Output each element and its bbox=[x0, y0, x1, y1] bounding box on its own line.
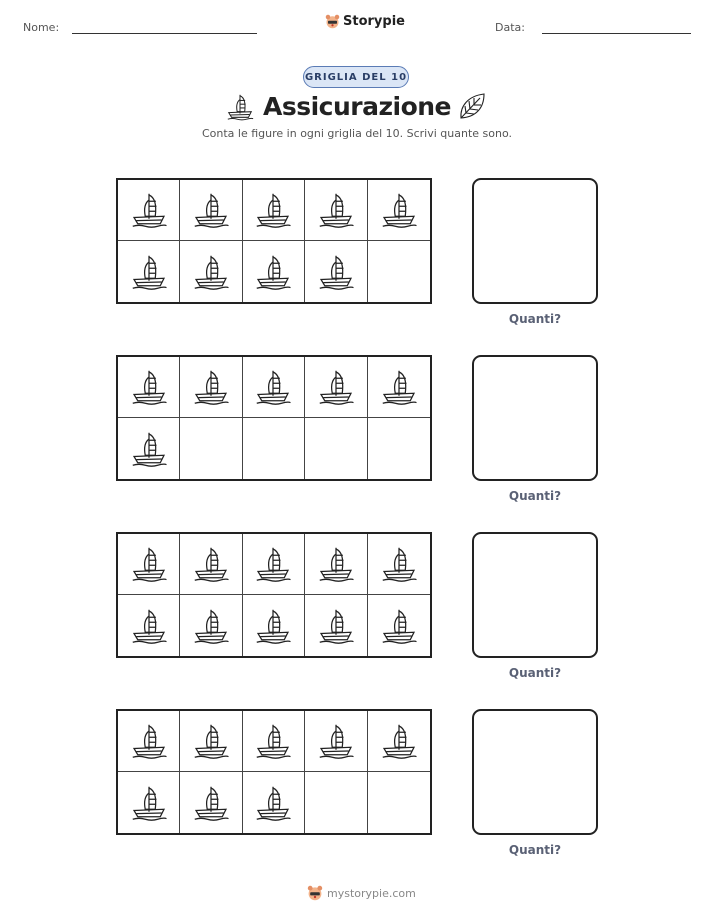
frame-cell bbox=[368, 418, 430, 479]
mascot-icon bbox=[307, 885, 323, 901]
footer bbox=[307, 885, 416, 901]
frame-cell bbox=[118, 418, 180, 479]
sailboat-icon bbox=[129, 252, 169, 292]
name-line[interactable] bbox=[72, 33, 257, 34]
date-label: Data: bbox=[495, 21, 525, 34]
frame-cell bbox=[305, 595, 367, 656]
sailboat-icon bbox=[379, 606, 419, 646]
instructions: Conta le figure in ogni griglia del 10. Scrivi quante sono. bbox=[201, 127, 512, 140]
answer-label: Quanti? bbox=[508, 666, 562, 680]
frame-cell bbox=[243, 534, 305, 595]
mascot-icon bbox=[325, 14, 340, 29]
frame-cell bbox=[305, 180, 367, 241]
frame-cell bbox=[180, 180, 242, 241]
frame-cell bbox=[368, 534, 430, 595]
sailboat-icon bbox=[129, 783, 169, 823]
frame-cell bbox=[243, 418, 305, 479]
sailboat-icon bbox=[129, 606, 169, 646]
frame-cell bbox=[368, 711, 430, 772]
frame-cell bbox=[180, 418, 242, 479]
frame-cell bbox=[243, 711, 305, 772]
sailboat-icon bbox=[191, 252, 231, 292]
sailboat-icon bbox=[129, 544, 169, 584]
footer-url: mystorypie.com bbox=[327, 886, 416, 900]
name-label: Nome: bbox=[23, 21, 60, 34]
leaf-icon bbox=[456, 90, 488, 122]
frame-cell bbox=[368, 357, 430, 418]
sailboat-icon bbox=[253, 721, 293, 761]
sailboat-icon bbox=[316, 252, 356, 292]
frame-cell bbox=[118, 180, 180, 241]
sailboat-icon bbox=[379, 721, 419, 761]
sailboat-icon bbox=[253, 783, 293, 823]
ten-frame bbox=[116, 532, 432, 658]
answer-label: Quanti? bbox=[508, 312, 562, 326]
sailboat-icon bbox=[191, 721, 231, 761]
sailboat-icon bbox=[191, 190, 231, 230]
frame-cell bbox=[243, 772, 305, 833]
frame-cell bbox=[180, 357, 242, 418]
sailboat-icon bbox=[253, 252, 293, 292]
frame-cell bbox=[180, 241, 242, 302]
sailboat-icon bbox=[129, 190, 169, 230]
sailboat-icon bbox=[316, 190, 356, 230]
sailboat-icon bbox=[316, 606, 356, 646]
frame-cell bbox=[118, 241, 180, 302]
sailboat-icon bbox=[191, 544, 231, 584]
frame-cell bbox=[305, 711, 367, 772]
sailboat-icon bbox=[253, 544, 293, 584]
ten-frame bbox=[116, 178, 432, 304]
frame-cell bbox=[305, 534, 367, 595]
sailboat-icon bbox=[191, 606, 231, 646]
sailboat-icon bbox=[253, 606, 293, 646]
answer-box[interactable] bbox=[472, 709, 598, 835]
frame-cell bbox=[118, 534, 180, 595]
sailboat-icon bbox=[379, 190, 419, 230]
frame-cell bbox=[243, 595, 305, 656]
sailboat-icon bbox=[316, 367, 356, 407]
sailboat-icon bbox=[191, 367, 231, 407]
sailboat-icon bbox=[129, 721, 169, 761]
answer-box[interactable] bbox=[472, 532, 598, 658]
frame-cell bbox=[368, 180, 430, 241]
frame-cell bbox=[368, 772, 430, 833]
frame-cell bbox=[243, 241, 305, 302]
frame-cell bbox=[180, 595, 242, 656]
frame-cell bbox=[305, 357, 367, 418]
frame-cell bbox=[180, 772, 242, 833]
answer-label: Quanti? bbox=[508, 489, 562, 503]
sailboat-icon bbox=[253, 367, 293, 407]
sailboat-icon bbox=[225, 92, 255, 122]
sailboat-icon bbox=[316, 544, 356, 584]
date-line[interactable] bbox=[542, 33, 691, 34]
frame-cell bbox=[368, 241, 430, 302]
page-title: Assicurazione bbox=[262, 92, 452, 121]
answer-label: Quanti? bbox=[508, 843, 562, 857]
frame-cell bbox=[118, 357, 180, 418]
sailboat-icon bbox=[191, 783, 231, 823]
frame-cell bbox=[305, 241, 367, 302]
sailboat-icon bbox=[129, 429, 169, 469]
frame-cell bbox=[118, 711, 180, 772]
ten-frame bbox=[116, 355, 432, 481]
frame-cell bbox=[243, 180, 305, 241]
frame-cell bbox=[180, 711, 242, 772]
sailboat-icon bbox=[316, 721, 356, 761]
frame-cell bbox=[243, 357, 305, 418]
category-badge: GRIGLIA DEL 10 bbox=[303, 66, 409, 88]
frame-cell bbox=[305, 772, 367, 833]
frame-cell bbox=[180, 534, 242, 595]
brand-name: Storypie bbox=[343, 14, 405, 29]
frame-cell bbox=[118, 772, 180, 833]
sailboat-icon bbox=[379, 367, 419, 407]
sailboat-icon bbox=[253, 190, 293, 230]
brand-logo bbox=[325, 14, 405, 29]
sailboat-icon bbox=[379, 544, 419, 584]
ten-frame bbox=[116, 709, 432, 835]
frame-cell bbox=[118, 595, 180, 656]
sailboat-icon bbox=[129, 367, 169, 407]
answer-box[interactable] bbox=[472, 355, 598, 481]
answer-box[interactable] bbox=[472, 178, 598, 304]
frame-cell bbox=[368, 595, 430, 656]
frame-cell bbox=[305, 418, 367, 479]
